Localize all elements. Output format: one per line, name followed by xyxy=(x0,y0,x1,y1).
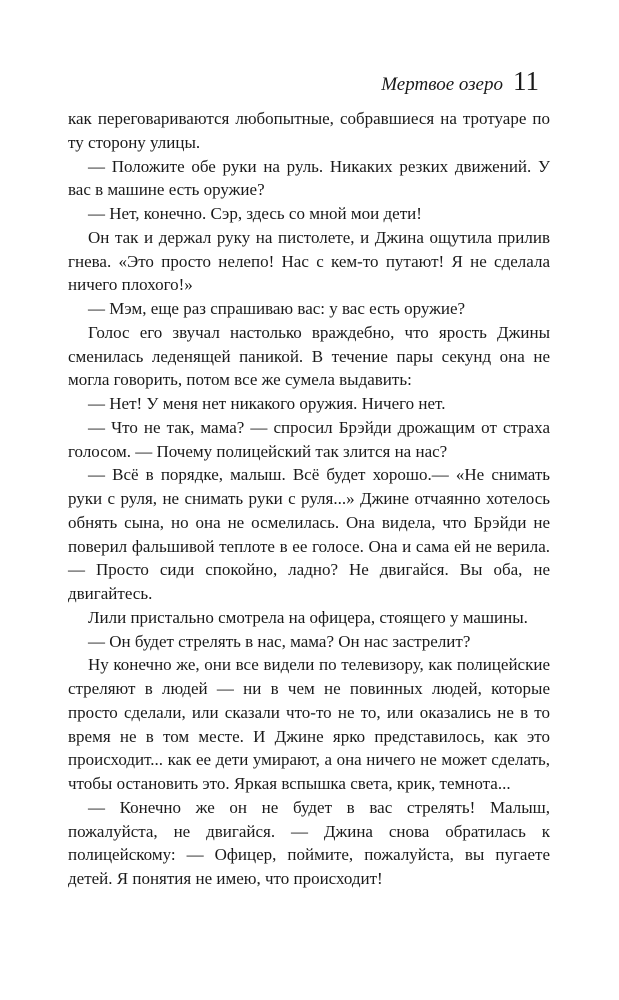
paragraph: — Он будет стрелять в нас, мама? Он нас застрелит? xyxy=(88,631,471,651)
paragraph: как переговариваются любопытные, собравшиеся на тротуаре по ту сторону улицы. xyxy=(68,109,550,152)
body-text xyxy=(68,107,550,891)
paragraph: — Всё в порядке, малыш. Всё будет хорошо.— «Не снимать руки с руля, не снимать руки с руля...» Джине отчаянно хотелось обнять сына, но она не осмелилась. Она видела, что Брэйди не поверил фальшивой теплоте в ее голосе. Она и сама ей не верила. — Просто сиди спокойно, ладно? Не двигайся. Вы оба, не двигайтесь. xyxy=(68,465,550,603)
paragraph: Он так и держал руку на пистолете, и Джина ощутила прилив гнева. «Это просто нелепо! Нас с кем-то путают! Я не сделала ничего плохого!» xyxy=(68,227,550,295)
paragraph: Ну конечно же, они все видели по телевизору, как полицейские стреляют в людей — ни в чем не повинных людей, которые просто сделали, или сказали что-то не то, или оказались не в то время не в том месте. И Джине ярко представилось, как это происходит... как ее дети умирают, а она ничего не может сделать, чтобы остановить это. Яркая вспышка света, крик, темнота... xyxy=(68,655,550,793)
page-number: 11 xyxy=(513,66,539,96)
paragraph: — Нет, конечно. Сэр, здесь со мной мои дети! xyxy=(88,204,422,223)
paragraph: — Положите обе руки на руль. Никаких резких движений. У вас в машине есть оружие? xyxy=(68,156,550,200)
paragraph: — Конечно же он не будет в вас стрелять! Малыш, пожалуйста, не двигайся. — Джина снова обратилась к полицейскому: — Офицер, поймите, пожалуйста, вы пугаете детей. Я понятия не имею, что происходит! xyxy=(68,797,550,888)
paragraph: Лили пристально смотрела на офицера, стоящего у машины. xyxy=(88,607,528,627)
running-title: Мертвое озеро xyxy=(381,74,503,95)
paragraph: — Что не так, мама? — спросил Брэйди дрожащим от страха голосом. — Почему полицейский так злится на нас? xyxy=(68,417,550,461)
paragraph: — Нет! У меня нет никакого оружия. Ничего нет. xyxy=(88,394,446,413)
running-head xyxy=(381,66,539,96)
paragraph: Голос его звучал настолько враждебно, что ярость Джины сменилась леденящей паникой. В течение пары секунд она не могла говорить, потом все же сумела выдавить: xyxy=(68,322,550,390)
paragraph: — Мэм, еще раз спрашиваю вас: у вас есть оружие? xyxy=(88,299,466,318)
